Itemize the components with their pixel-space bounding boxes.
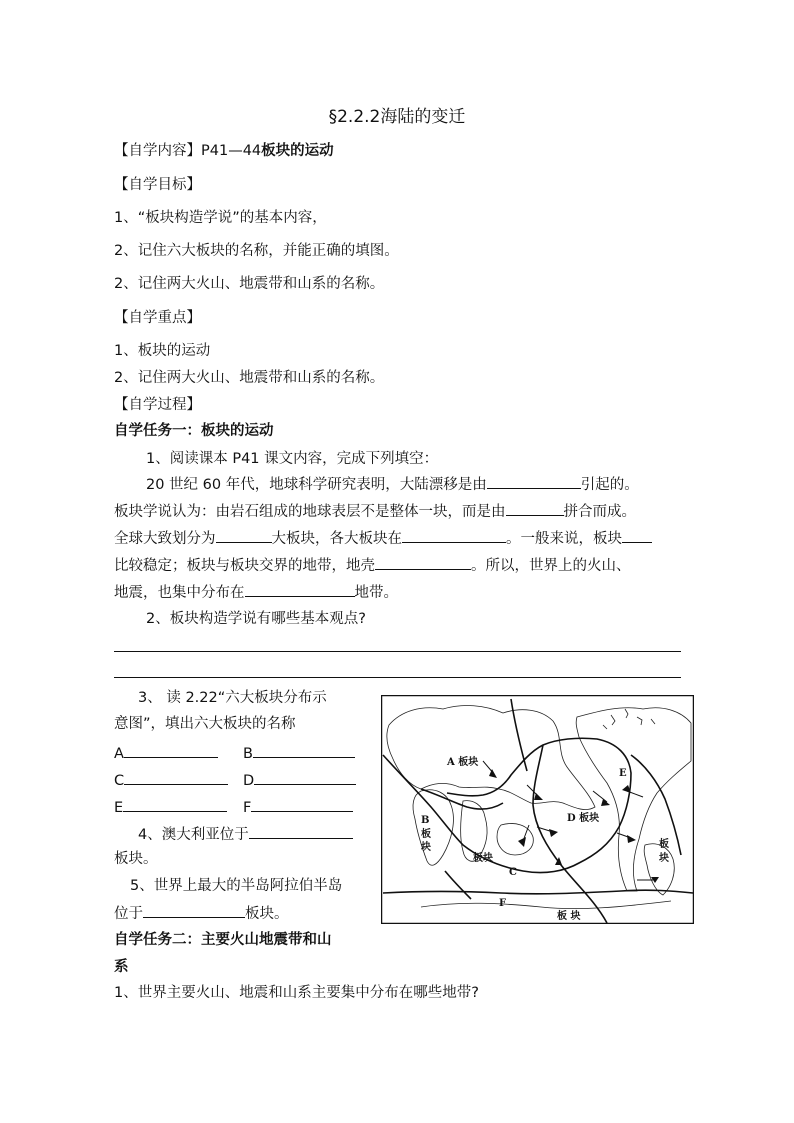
- answer-blank[interactable]: [487, 473, 581, 489]
- task2-title: 自学任务二：主要火山地震带和山: [114, 932, 332, 948]
- map-frame: [382, 696, 694, 924]
- plate-blank-a[interactable]: [124, 742, 218, 758]
- map-label-b: B: [421, 815, 430, 826]
- fill-row: A: [114, 742, 218, 764]
- map-label-e: E: [619, 768, 627, 779]
- plate-blank-d[interactable]: [254, 769, 356, 785]
- content-label: 【自学内容】: [114, 143, 201, 159]
- map-label-b-sub: 块: [421, 842, 431, 853]
- map-label-a: A 板块: [447, 757, 479, 768]
- fill-row: E: [114, 796, 227, 818]
- map-label-b-sub: 板: [421, 829, 431, 840]
- task1-q3-line2: 意图”，填出六大板块的名称: [114, 716, 296, 732]
- answer-blank[interactable]: [249, 823, 353, 839]
- task2-title-cont: 系: [114, 959, 129, 975]
- plate-blank-e[interactable]: [123, 796, 227, 812]
- map-label-d: D 板块: [567, 813, 600, 824]
- task1-q3-line1: 3、 读 2.22“六大板块分布示: [138, 690, 327, 706]
- goal-item: 1、“板块构造学说”的基本内容，: [114, 210, 327, 226]
- map-label-plate: 板块: [473, 853, 493, 864]
- focus-item: 1、板块的运动: [114, 343, 211, 359]
- fill-sentence-3: 全球大致划分为 大板块，各大板块在 。一般来说，板块: [114, 527, 652, 549]
- content-pages: P41—44: [201, 143, 262, 159]
- fill-sentence-1: 20 世纪 60 年代，地球科学研究表明，大陆漂移是由 引起的。: [146, 473, 639, 495]
- map-label-right: 块: [659, 853, 669, 864]
- process-label: 【自学过程】: [114, 397, 201, 413]
- answer-line[interactable]: [114, 651, 681, 652]
- task1-title: 自学任务一：板块的运动: [114, 423, 274, 439]
- goal-item: 2、记住六大板块的名称，并能正确的填图。: [114, 243, 399, 259]
- focus-item: 2、记住两大火山、地震带和山系的名称。: [114, 370, 385, 386]
- map-label-f-plate: 板 块: [557, 911, 581, 922]
- answer-blank[interactable]: [402, 527, 506, 543]
- goals-label: 【自学目标】: [114, 177, 201, 193]
- fill-row: C: [114, 769, 228, 791]
- focus-label: 【自学重点】: [114, 310, 201, 326]
- fill-sentence-2: 板块学说认为：由岩石组成的地球表层不是整体一块，而是由 拼合而成。: [114, 500, 636, 522]
- fill-sentence-4: 比较稳定；板块与板块交界的地带，地壳 。所以，世界上的火山、: [114, 554, 631, 576]
- answer-blank[interactable]: [506, 500, 564, 516]
- fill-row: B: [243, 742, 355, 764]
- fill-row: F: [243, 796, 353, 818]
- answer-blank[interactable]: [375, 554, 471, 570]
- task1-q5-end: 位于 板块。: [114, 902, 289, 924]
- answer-blank[interactable]: [245, 581, 355, 597]
- task1-q2: 2、板块构造学说有哪些基本观点?: [146, 611, 366, 627]
- map-label-c: C: [509, 867, 517, 878]
- task2-q1: 1、世界主要火山、地震和山系主要集中分布在哪些地带?: [114, 985, 479, 1001]
- plate-blank-b[interactable]: [253, 742, 355, 758]
- task1-q4: 4、澳大利亚位于: [138, 823, 353, 845]
- task1-q4-end: 板块。: [114, 851, 158, 867]
- map-label-right: 板: [659, 839, 669, 850]
- answer-blank[interactable]: [143, 902, 245, 918]
- fill-sentence-5: 地震，也集中分布在 地带。: [114, 581, 398, 603]
- answer-line[interactable]: [114, 677, 681, 678]
- plate-blank-c[interactable]: [124, 769, 228, 785]
- task1-q1-intro: 1、阅读课本 P41 课文内容，完成下列填空：: [146, 451, 439, 467]
- map-label-f: F: [499, 898, 507, 909]
- plate-map: [381, 695, 694, 924]
- goal-item: 2、记住两大火山、地震带和山系的名称。: [114, 276, 385, 292]
- fill-row: D: [243, 769, 356, 791]
- content-topic: 板块的运动: [261, 143, 334, 159]
- plate-blank-f[interactable]: [251, 796, 353, 812]
- task1-q5: 5、世界上最大的半岛阿拉伯半岛: [130, 878, 343, 894]
- content-line: [114, 141, 334, 161]
- page-title: §2.2.2海陆的变迁: [328, 107, 466, 127]
- answer-blank[interactable]: [622, 527, 652, 543]
- answer-blank[interactable]: [216, 527, 272, 543]
